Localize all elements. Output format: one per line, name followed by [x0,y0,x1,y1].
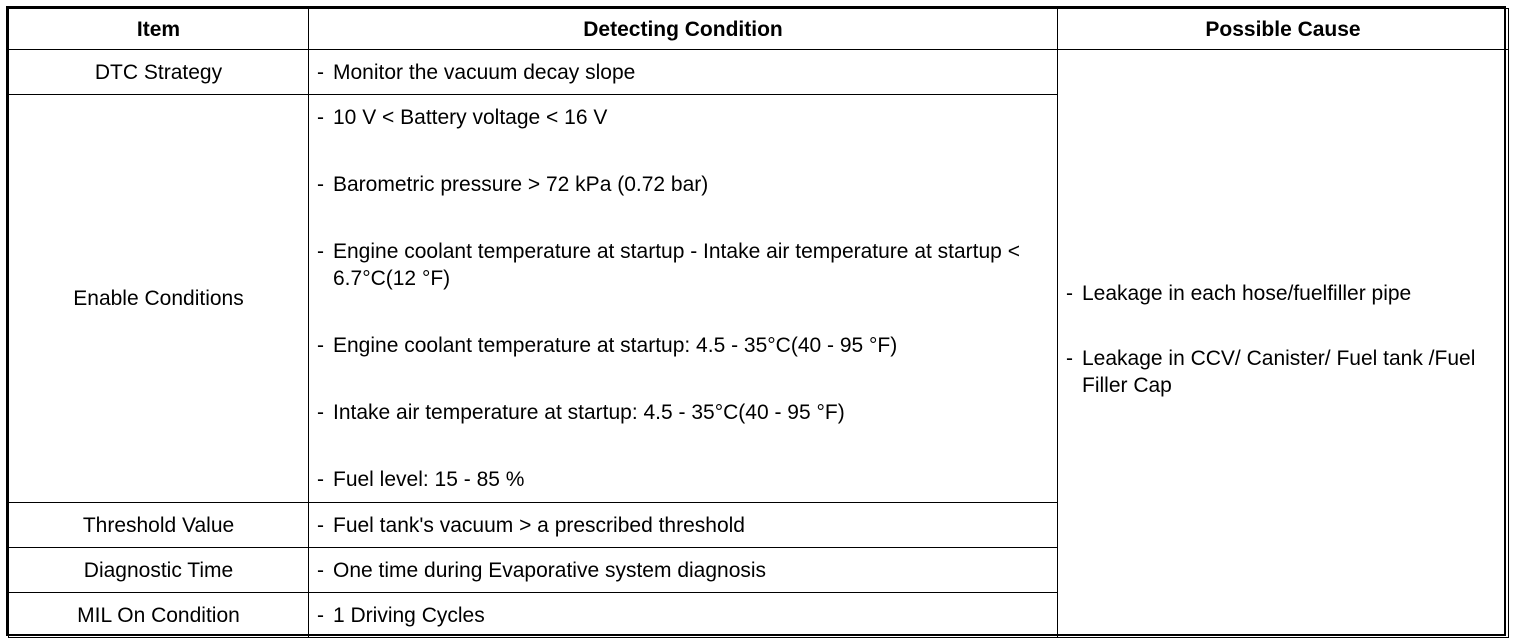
bullet-dash: - [317,240,324,263]
row-condition-cell [309,50,1058,95]
condition-text: One time during Evaporative system diagnosis [333,558,767,582]
header-item: Item [9,9,309,50]
row-item-mil-on-condition: MIL On Condition [9,593,309,638]
bullet-dash: - [1066,282,1073,305]
condition-line [317,557,1049,584]
bullet-dash: - [317,513,324,537]
condition-line [317,332,1049,359]
possible-cause-cell [1058,50,1509,638]
bullet-dash: - [317,603,324,627]
condition-text: 1 Driving Cycles [333,603,485,627]
condition-text: Fuel tank's vacuum > a prescribed threshold [333,513,745,537]
cause-text: Leakage in CCV/ Canister/ Fuel tank /Fuel Filler Cap [1082,347,1476,397]
bullet-dash: - [317,173,324,196]
condition-line [317,602,1049,629]
condition-line [317,512,1049,539]
table-row [9,50,1509,95]
bullet-dash: - [317,401,324,424]
bullet-dash: - [317,468,324,491]
condition-text: Intake air temperature at startup: 4.5 - 35°C(40 - 95 °F) [333,401,845,424]
condition-line [317,399,1049,426]
header-detecting-condition: Detecting Condition [309,9,1058,50]
row-item-threshold-value: Threshold Value [9,503,309,548]
condition-line [317,104,1049,131]
row-item-dtc-strategy: DTC Strategy [9,50,309,95]
bullet-dash: - [317,558,324,582]
bullet-dash: - [317,106,324,129]
condition-list [317,104,1049,493]
row-condition-cell [309,593,1058,638]
condition-line [317,238,1049,292]
bullet-dash: - [317,334,324,357]
cause-item [1066,345,1498,399]
bullet-dash: - [1066,347,1073,370]
condition-line [317,466,1049,493]
condition-text: Engine coolant temperature at startup - Intake air temperature at startup < 6.7°C(12 °F) [333,240,1020,290]
row-item-enable-conditions: Enable Conditions [9,95,309,503]
row-condition-cell [309,503,1058,548]
bullet-dash: - [317,60,324,84]
cause-text: Leakage in each hose/fuelfiller pipe [1082,282,1412,305]
dtc-table [8,8,1509,638]
header-possible-cause: Possible Cause [1058,9,1509,50]
condition-text: Engine coolant temperature at startup: 4.5 - 35°C(40 - 95 °F) [333,334,898,357]
condition-line [317,59,1049,86]
row-item-diagnostic-time: Diagnostic Time [9,548,309,593]
condition-text: 10 V < Battery voltage < 16 V [333,106,608,129]
row-condition-cell [309,548,1058,593]
cause-item [1066,280,1498,307]
condition-text: Monitor the vacuum decay slope [333,60,636,84]
condition-line [317,171,1049,198]
table-header-row [9,9,1509,50]
condition-text: Fuel level: 15 - 85 % [333,468,525,491]
dtc-table-frame [6,6,1506,636]
cause-list [1066,280,1498,399]
row-condition-cell [309,95,1058,503]
condition-text: Barometric pressure > 72 kPa (0.72 bar) [333,173,709,196]
